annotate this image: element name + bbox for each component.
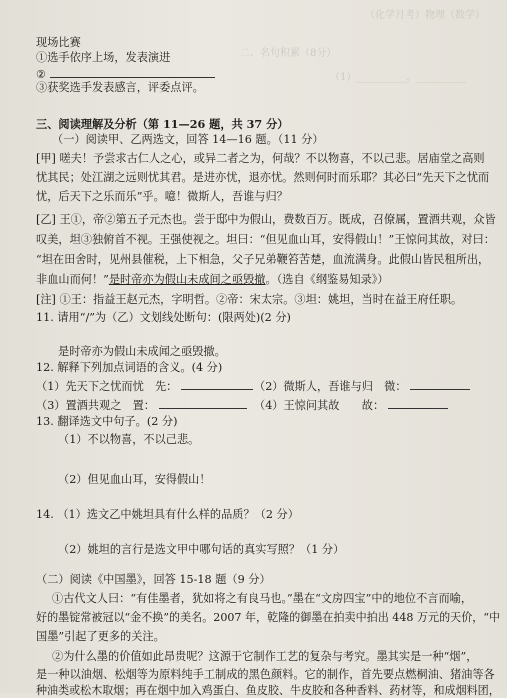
step-2-number: ② xyxy=(36,68,47,81)
yi-source: 。（选自《纲鉴易知录》） xyxy=(265,273,389,286)
passage-jia-line: 忧，后天下之乐而乐”乎。噫！微斯人，吾谁与归？ xyxy=(36,190,288,203)
q12-item-label: （1）先天下之忧而忧 先： xyxy=(36,380,178,393)
paragraph-1-line: 国墨”引起了更多的关注。 xyxy=(36,630,165,643)
question-13-1: （1）不以物喜，不以己悲。 xyxy=(58,433,200,446)
question-13: 13. 翻译选文中句子。(2 分) xyxy=(36,415,178,428)
paragraph-1-line: 好的墨锭常被冠以“金不换”的美名。2007 年，乾隆的御墨在拍卖中拍出 448 万元的天价，“中 xyxy=(36,611,501,624)
q12-item xyxy=(254,397,448,413)
question-14-2: （2）姚坦的言行是选文甲中哪句话的真实写照？（1 分） xyxy=(58,543,345,556)
q12-item-label: （4）王惊问其故 故： xyxy=(254,399,385,412)
q12-answer-blank[interactable] xyxy=(410,378,470,390)
question-14-1: 14. （1）选文乙中姚坦具有什么样的品质？（2 分） xyxy=(36,508,299,521)
section-3-title: 三、阅读理解及分析（第 11—26 题，共 37 分） xyxy=(36,117,289,131)
show-through-text: 二、名句积累（8分） xyxy=(240,48,337,59)
q12-answer-blank[interactable] xyxy=(388,397,448,409)
activity-heading: 现场比赛 xyxy=(36,36,81,49)
part-2-title: （二）阅读《中国墨》，回答 15-18 题（9 分） xyxy=(36,573,271,586)
activity-step-1: ①选手依序上场，发表演进 xyxy=(36,51,171,64)
q12-item xyxy=(36,378,253,394)
annotation-note: [注] ①王：指益王赵元杰，字明哲。②帝：宋太宗。③坦：姚坦，当时在益王府任职。 xyxy=(36,293,463,306)
q12-answer-blank[interactable] xyxy=(181,378,253,390)
q12-answer-blank[interactable] xyxy=(159,397,247,409)
q12-item-label: （3）置酒共观之 置： xyxy=(36,399,155,412)
passage-yi-line: 叹美，坦③独俯首不视。王强使视之。坦曰：“但见血山耳，安得假山！”王惊问其故，对曰： xyxy=(36,233,495,246)
passage-yi-line: “坦在田舍时，见州县催税，上下相急，父子兄弟鞭笞苦楚，血流满身。此假山皆民租所出， xyxy=(36,253,490,266)
underlined-sentence: 是时帝亦为假山未成间之亟毁撤 xyxy=(108,273,266,286)
passage-jia-line: [甲] 嗟夫！予尝求古仁人之心，或异二者之为，何哉？不以物喜，不以己悲。居庙堂之高则 xyxy=(36,152,485,165)
paragraph-2-line: ②为什么墨的价值如此昂贵呢？这源于它制作工艺的复杂与考究。墨其实是一种“烟”， xyxy=(52,650,478,663)
activity-step-2 xyxy=(36,66,215,82)
passage-yi-line: [乙] 王①，帝②第五子元杰也。尝于邸中为假山，费数百万。既成，召僚属，置酒共观，众皆 xyxy=(36,213,496,226)
activity-step-3: ③获奖选手发表感言，评委点评。 xyxy=(36,81,204,94)
show-through-text: （1）__________，__________ xyxy=(330,72,467,83)
question-11-sentence: 是时帝亦为假山未成闻之亟毁撤。 xyxy=(58,345,226,358)
step-2-answer-blank[interactable] xyxy=(50,66,215,78)
paragraph-2-line: 种油类或松木取烟；再在烟中加入鸡蛋白、鱼皮胶、牛皮胶和各种香料、药材等，和成烟料团， xyxy=(36,684,500,697)
question-13-2: （2）但见血山耳，安得假山！ xyxy=(58,473,211,486)
passage-yi-line xyxy=(36,273,389,287)
yi-text-a: 非血山而何！” xyxy=(36,273,109,286)
q12-item xyxy=(254,378,470,394)
show-through-text: （化学月考）物理（数学） xyxy=(365,10,485,21)
passage-jia-line: 忧其民；处江湖之远则忧其君。是进亦忧，退亦忧。然则何时而乐耶？其必曰“先天下之忧而 xyxy=(36,171,490,184)
part-1-title: （一）阅读甲、乙两选文，回答 14—16 题。（11 分） xyxy=(52,133,324,146)
q12-item-label: （2）微斯人，吾谁与归 微： xyxy=(254,380,407,393)
question-11: 11. 请用“/”为（乙）文划线处断句：(限两处)(2 分) xyxy=(36,311,291,324)
question-12: 12. 解释下列加点词语的含义。(4 分) xyxy=(36,361,223,374)
q12-item xyxy=(36,397,247,413)
paragraph-2-line: 是一种以油烟、松烟等为原料纯手工制成的黑色颜料。它的制作，首先要点燃桐油、猪油等各 xyxy=(36,668,495,681)
paragraph-1-line: ①古代文人曰：“有佳墨者，犹如将之有良马也。”墨在“文房四宝”中的地位不言而喻， xyxy=(52,592,473,605)
